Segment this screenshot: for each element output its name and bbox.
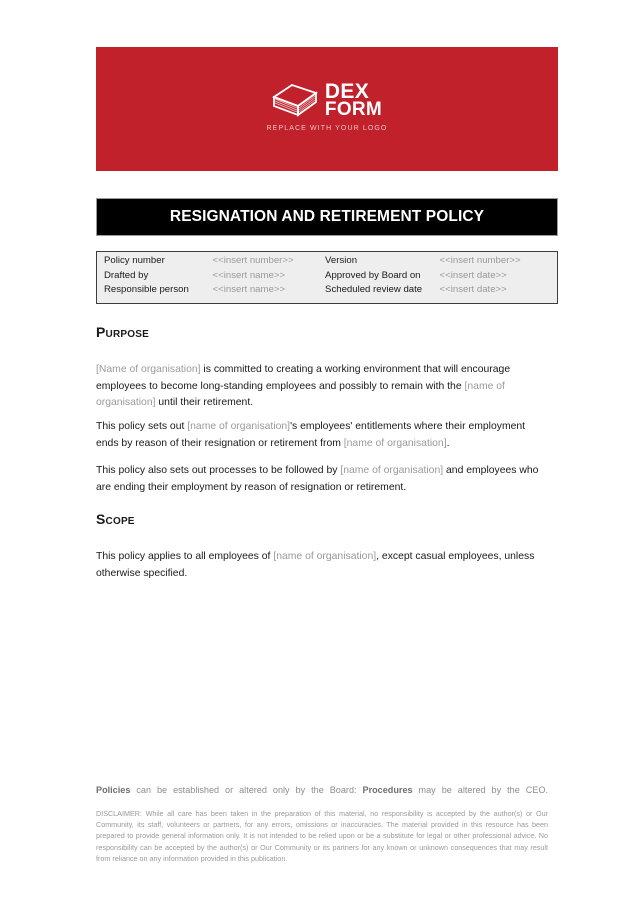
logo-line-form: FORM bbox=[324, 99, 383, 121]
meta-label-approved-by-board-on: Approved by Board on bbox=[325, 269, 421, 281]
purpose-paragraph-2-text-c: . bbox=[446, 437, 450, 449]
purpose-paragraph-2-text-a: This policy sets out bbox=[96, 421, 188, 433]
meta-label-policy-number: Policy number bbox=[104, 255, 165, 266]
logo-line-dex: DEX bbox=[324, 80, 370, 104]
scope-paragraph-1-text-a: This policy applies to all employees of bbox=[96, 551, 274, 563]
meta-label-version: Version bbox=[325, 255, 358, 266]
logo-group bbox=[267, 82, 388, 132]
footer-disclaimer: DISCLAIMER: While all care has been taken in the preparation of this material, no responsibility is accepted by the author(s) or Our Community, its staff, volunteers or partners, for any errors, omissions or inaccuracies. The material provided in this resource has been prepared to provide general information only. It is not intended to be relied upon or be a substitute for legal or other professional advice. No responsibility can be accepted by the author(s) or Our Community or its partners for any known or unknown consequences that may result from reliance on any information provided in this publication. bbox=[96, 809, 548, 863]
purpose-paragraph-2 bbox=[96, 419, 544, 452]
meta-value-scheduled-review-date: <<insert date>> bbox=[439, 284, 507, 295]
purpose-paragraph-2-text-b: 's employees' entitlements where their employment ends by reason of their resignation or retirement from bbox=[96, 421, 526, 449]
footer-policies-bold-policies: Policies bbox=[96, 785, 131, 795]
logo-banner bbox=[96, 47, 558, 171]
table-row bbox=[97, 255, 557, 270]
meta-value-drafted-by: <<insert name>> bbox=[212, 269, 286, 281]
meta-value-policy-number: <<insert number>> bbox=[212, 255, 294, 266]
placeholder-organisation: [name of organisation] bbox=[273, 551, 377, 563]
placeholder-organisation: [name of organisation] bbox=[187, 421, 291, 433]
logo-tagline: REPLACE WITH YOUR LOGO bbox=[266, 124, 388, 132]
purpose-paragraph-3-text-a: This policy also sets out processes to be followed by bbox=[96, 465, 341, 477]
placeholder-organisation: [Name of organisation] bbox=[96, 364, 201, 376]
meta-label-responsible-person: Responsible person bbox=[104, 284, 189, 295]
footer-policies-text-b: may be altered by the CEO. bbox=[412, 785, 548, 795]
placeholder-organisation: [name of organisation] bbox=[340, 465, 444, 477]
placeholder-organisation: [name of organisation] bbox=[96, 380, 505, 409]
meta-value-approved-by-board-on: <<insert date>> bbox=[439, 269, 507, 281]
document-title-bar bbox=[96, 198, 558, 236]
section-heading-purpose: Purpose bbox=[96, 324, 149, 340]
purpose-paragraph-3 bbox=[96, 463, 544, 496]
section-heading-scope: Scope bbox=[96, 511, 135, 527]
footer-policies-bold-procedures: Procedures bbox=[362, 785, 413, 795]
placeholder-organisation: [name of organisation] bbox=[343, 437, 447, 449]
footer-policies-note bbox=[96, 783, 548, 797]
table-row bbox=[97, 270, 557, 285]
scope-paragraph-1-text-b: , except casual employees, unless otherwise specified. bbox=[96, 551, 535, 579]
meta-label-scheduled-review-date: Scheduled review date bbox=[325, 284, 423, 295]
footer-policies-text-a: can be established or altered only by the Board: bbox=[130, 785, 363, 795]
meta-label-drafted-by: Drafted by bbox=[104, 269, 149, 281]
meta-value-version: <<insert number>> bbox=[439, 255, 521, 266]
page-content bbox=[96, 0, 558, 900]
table-row bbox=[97, 284, 557, 299]
stacked-paper-box-icon bbox=[272, 83, 318, 119]
logo-wordmark bbox=[325, 82, 382, 119]
purpose-paragraph-3-text-b: and employees who are ending their employment by reason of resignation or retirement. bbox=[96, 465, 539, 493]
policy-meta-table bbox=[96, 251, 558, 304]
purpose-paragraph-1-text-b: until their retirement. bbox=[155, 397, 254, 409]
meta-value-responsible-person: <<insert name>> bbox=[212, 284, 286, 295]
logo-row bbox=[272, 82, 382, 119]
purpose-paragraph-1-text-a: is committed to creating a working environment that will encourage employees to become long-standing employees and possibly to remain with the bbox=[96, 364, 511, 392]
purpose-paragraph-1 bbox=[96, 362, 544, 412]
page-title: RESIGNATION AND RETIREMENT POLICY bbox=[169, 208, 485, 225]
scope-paragraph-1 bbox=[96, 549, 544, 582]
